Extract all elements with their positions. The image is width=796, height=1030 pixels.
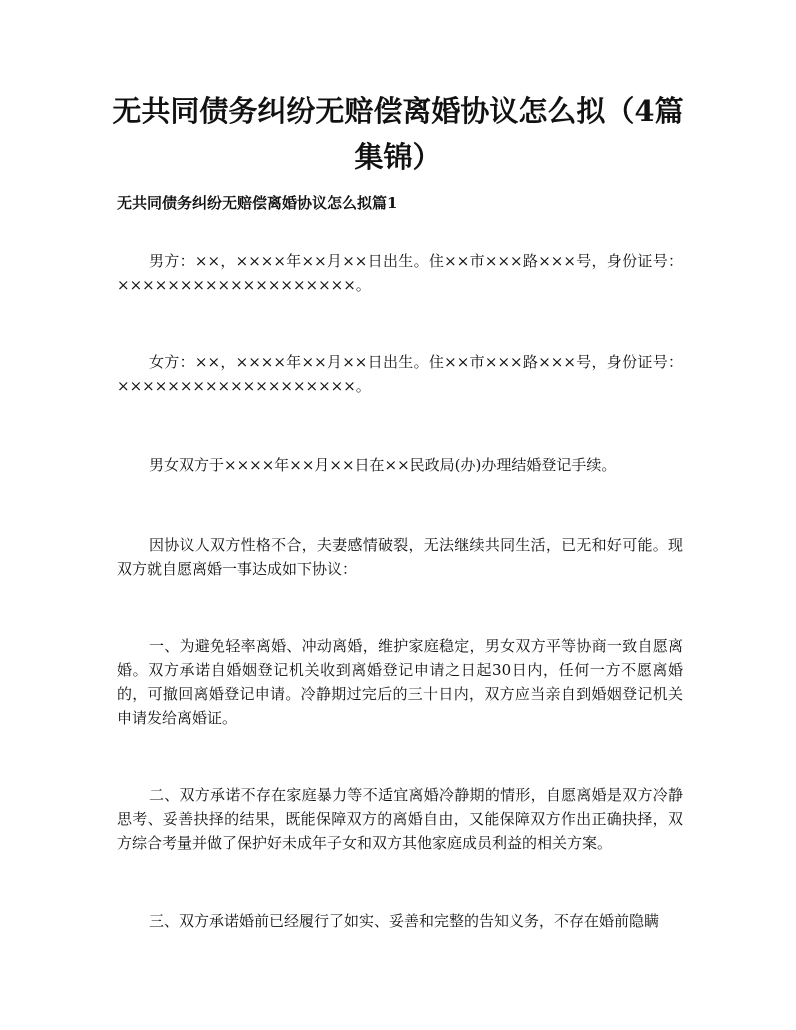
- paragraph-clause-1: 一、为避免轻率离婚、冲动离婚，维护家庭稳定，男女双方平等协商一致自愿离婚。双方承诺自婚姻登记机关收到离婚登记申请之日起30日内，任何一方不愿离婚的，可撤回离婚登记申请。冷静期过完后的三十日内，双方应当亲自到婚姻登记机关申请发给离婚证。: [117, 637, 683, 727]
- document-title: 无共同债务纠纷无赔偿离婚协议怎么拟（4篇集锦）: [112, 94, 684, 174]
- paragraph-clause-3: 三、双方承诺婚前已经履行了如实、妥善和完整的告知义务，不存在婚前隐瞒: [149, 912, 660, 930]
- paragraph-reason: 因协议人双方性格不合，夫妻感情破裂，无法继续共同生活，已无和好可能。现双方就自愿离婚一事达成如下协议：: [117, 536, 683, 578]
- paragraph-male-party: 男方：××，××××年××月××日出生。住××市×××路×××号，身份证号：×××××××××××××××××××。: [117, 252, 683, 294]
- paragraph-female-party: 女方：××，××××年××月××日出生。住××市×××路×××号，身份证号：×××××××××××××××××××。: [117, 353, 683, 395]
- paragraph-marriage-registration: 男女双方于××××年××月××日在××民政局(办)办理结婚登记手续。: [149, 456, 617, 474]
- paragraph-clause-2: 二、双方承诺不存在家庭暴力等不适宜离婚冷静期的情形，自愿离婚是双方冷静思考、妥善抉择的结果，既能保障双方的离婚自由，又能保障双方作出正确抉择，双方综合考量并做了保护好未成年子女和双方其他家庭成员利益的相关方案。: [117, 786, 683, 852]
- section-heading: 无共同债务纠纷无赔偿离婚协议怎么拟篇1: [117, 194, 398, 212]
